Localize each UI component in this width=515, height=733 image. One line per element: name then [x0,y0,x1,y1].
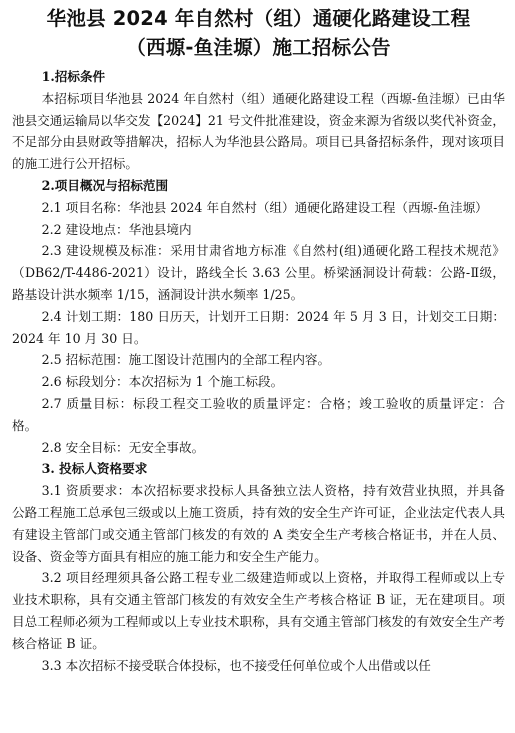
paragraph-tender-conditions: 本招标项目华池县 2024 年自然村（组）通硬化路建设工程（西塬-鱼洼塬）已由华池县交通运输局以华交发【2024】21 号文件批准建设，资金来源为省级以奖代补资金，不足部分由县财政等措解决，招标人为华池县公路局。项目已具备招标条件，现对该项目的施工进行公开招标。 [12,90,505,172]
document-body [12,66,505,676]
paragraph-2-7: 2.7 质量目标：标段工程交工验收的质量评定：合格；竣工验收的质量评定：合格。 [12,395,505,433]
paragraph-3-2: 3.2 项目经理须具备公路工程专业二级建造师或以上资格，并取得工程师或以上专业技术职称，具有交通主管部门核发的有效安全生产考核合格证 B 证，无在建项目。项目总工程师必须为工程师或以上专业技术职称，具有交通主管部门核发的有效安全生产考核合格证 B 证。 [12,570,505,651]
paragraph-2-5: 2.5 招标范围：施工图设计范围内的全部工程内容。 [41,352,331,368]
title-line-1: 华池县 2024 年自然村（组）通硬化路建设工程 [46,7,471,30]
paragraph-3-3: 3.3 本次招标不接受联合体投标，也不接受任何单位或个人出借或以任 [41,657,431,673]
paragraph-3-1: 3.1 资质要求：本次招标要求投标人具备独立法人资格，持有效营业执照，并具备公路工程施工总承包三级或以上施工资质，持有效的安全生产许可证，企业法定代表人具有建设主管部门或交通主管部门核发的有效的 A 类安全生产考核合格证书，并在人员、设备、资金等方面具有相应的施工能力和安全生产能力。 [12,483,505,564]
paragraph-2-1: 2.1 项目名称：华池县 2024 年自然村（组）通硬化路建设工程（西塬-鱼洼塬） [41,199,488,215]
section-heading-3: 3. 投标人资格要求 [41,461,148,477]
paragraph-2-8: 2.8 安全目标：无安全事故。 [41,439,205,455]
paragraph-2-6: 2.6 标段划分：本次招标为 1 个施工标段。 [41,374,284,390]
title-line-2: （西塬-鱼洼塬）施工招标公告 [126,36,391,59]
document-title [12,4,505,62]
paragraph-2-2: 2.2 建设地点：华池县境内 [41,221,192,237]
section-heading-2: 2.项目概况与招标范围 [41,177,169,193]
paragraph-2-3: 2.3 建设规模及标准：采用甘肃省地方标准《自然村(组)通硬化路工程技术规范》（DB62/T-4486-2021）设计，路线全长 3.63 公里。桥梁涵洞设计荷载：公路-Ⅱ级，路基设计洪水频率 1/15，涵洞设计洪水频率 1/25。 [12,243,505,302]
section-heading-1: 1.招标条件 [41,69,106,84]
paragraph-2-4: 2.4 计划工期：180 日历天，计划开工日期：2024 年 5 月 3 日，计划交工日期：2024 年 10 月 30 日。 [12,308,505,346]
